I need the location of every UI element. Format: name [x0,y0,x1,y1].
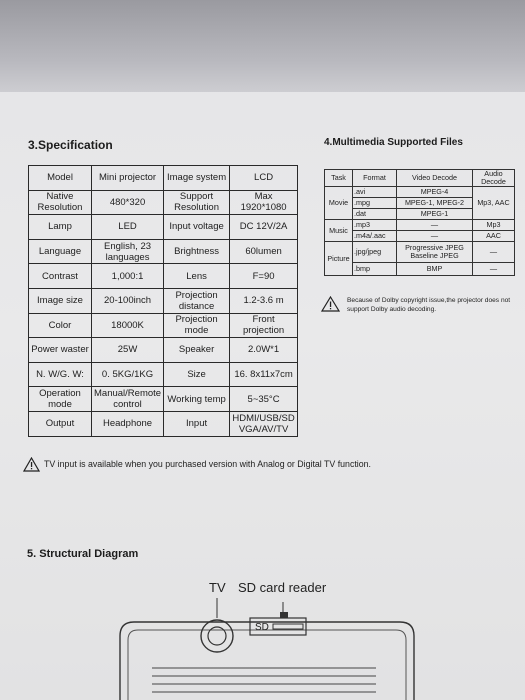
spec-row [29,313,298,338]
mm-format-dat: .dat [353,209,397,220]
tv-input-note: TV input is available when you purchased version with Analog or Digital TV function. [44,459,371,469]
spec-value-cell: Max 1920*1080 [230,190,298,215]
mm-task-picture: Picture [325,242,353,276]
spec-value-cell: 20-100inch [92,288,164,313]
mm-video-jpg: Progressive JPEG Baseline JPEG [397,242,473,263]
mm-audio-movie: Mp3, AAC [473,187,515,220]
sd-card-reader-label: SD card reader [238,580,327,595]
spec-value-cell: F=90 [230,264,298,289]
spec-value-cell: Front projection [230,313,298,338]
spec-label-cell: Color [29,313,92,338]
mm-header-audio: Audio Decode [473,170,515,187]
mm-format-m4a: .m4a/.aac [353,231,397,242]
mm-video-mp3: — [397,220,473,231]
mm-header-task: Task [325,170,353,187]
spec-value-cell: English, 23 languages [92,239,164,264]
spec-row [29,338,298,363]
mm-header-video: Video Decode [397,170,473,187]
spec-value-cell: 18000K [92,313,164,338]
mm-audio-mp3: Mp3 [473,220,515,231]
spec-value-cell: 0. 5KG/1KG [92,362,164,387]
spec-label-cell: Model [29,166,92,191]
spec-label-cell: Working temp [164,387,230,412]
projector-diagram [100,596,430,700]
spec-value-cell: LED [92,215,164,240]
spec-label-cell: Projection distance [164,288,230,313]
dolby-note: Because of Dolby copyright issue,the projector does not support Dolby audio decoding. [347,297,511,313]
spec-value-cell: 2.0W*1 [230,338,298,363]
mm-task-music: Music [325,220,353,242]
mm-format-avi: .avi [353,187,397,198]
warning-icon [321,296,340,312]
mm-audio-jpg: — [473,242,515,263]
spec-value-cell: 60lumen [230,239,298,264]
spec-value-cell: Manual/Remote control [92,387,164,412]
tv-label: TV [209,580,226,595]
spec-label-cell: Input [164,411,230,436]
spec-row [29,362,298,387]
spec-value-cell: Headphone [92,411,164,436]
spec-value-cell: 480*320 [92,190,164,215]
specification-table [28,165,298,437]
spec-value-cell: 1,000:1 [92,264,164,289]
spec-label-cell: Input voltage [164,215,230,240]
mm-task-movie: Movie [325,187,353,220]
mm-audio-m4a: AAC [473,231,515,242]
mm-video-m4a: — [397,231,473,242]
spec-label-cell: Image size [29,288,92,313]
spec-value-cell: 25W [92,338,164,363]
spec-row [29,264,298,289]
mm-format-mpg: .mpg [353,198,397,209]
spec-label-cell: Image system [164,166,230,191]
spec-label-cell: Support Resolution [164,190,230,215]
spec-value-cell: 16. 8x11x7cm [230,362,298,387]
spec-value-cell: LCD [230,166,298,191]
mm-audio-bmp: — [473,263,515,276]
mm-video-avi: MPEG-4 [397,187,473,198]
spec-row [29,215,298,240]
spec-row [29,239,298,264]
warning-icon [23,457,40,472]
spec-row [29,190,298,215]
spec-row [29,411,298,436]
spec-value-cell: HDMI/USB/SD VGA/AV/TV [230,411,298,436]
spec-label-cell: Output [29,411,92,436]
structural-diagram-heading: 5. Structural Diagram [27,548,139,560]
spec-label-cell: Contrast [29,264,92,289]
spec-label-cell: N. W/G. W: [29,362,92,387]
spec-label-cell: Native Resolution [29,190,92,215]
spec-value-cell: 5~35°C [230,387,298,412]
spec-label-cell: Size [164,362,230,387]
spec-label-cell: Lens [164,264,230,289]
spec-label-cell: Brightness [164,239,230,264]
spec-label-cell: Operation mode [29,387,92,412]
spec-label-cell: Power waster [29,338,92,363]
spec-value-cell: 1.2-3.6 m [230,288,298,313]
spec-label-cell: Projection mode [164,313,230,338]
spec-value-cell: DC 12V/2A [230,215,298,240]
specification-heading: 3.Specification [28,138,113,152]
mm-format-bmp: .bmp [353,263,397,276]
spec-label-cell: Speaker [164,338,230,363]
sd-slot-label: SD [255,622,269,633]
mm-header-format: Format [353,170,397,187]
mm-header-row [325,170,515,187]
mm-format-mp3: .mp3 [353,220,397,231]
spec-value-cell: Mini projector [92,166,164,191]
mm-video-dat: MPEG-1 [397,209,473,220]
mm-video-mpg: MPEG-1, MPEG-2 [397,198,473,209]
multimedia-heading: 4.Multimedia Supported Files [324,137,463,148]
spec-row [29,166,298,191]
spec-row [29,387,298,412]
mm-format-jpg: .jpg/jpeg [353,242,397,263]
mm-video-bmp: BMP [397,263,473,276]
spec-row [29,288,298,313]
multimedia-table [324,169,515,276]
spec-label-cell: Lamp [29,215,92,240]
spec-label-cell: Language [29,239,92,264]
